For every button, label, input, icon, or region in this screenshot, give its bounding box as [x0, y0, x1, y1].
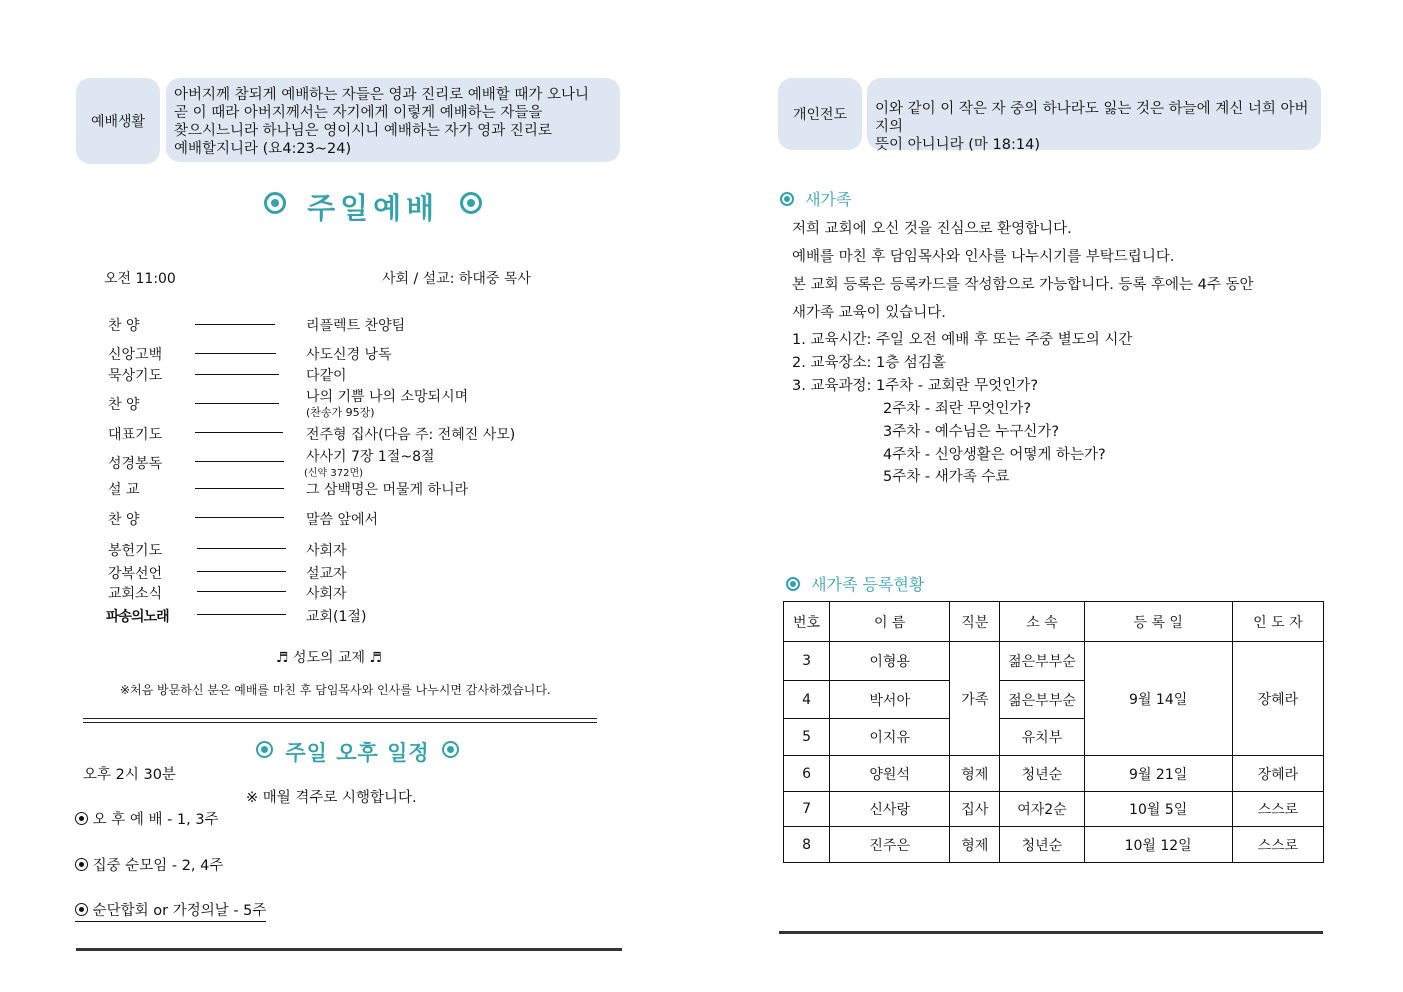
circle-bullet-icon: [780, 192, 794, 206]
newfamily-title: [780, 187, 851, 210]
table-cell: 9월 14일: [1084, 642, 1232, 756]
table-row: [784, 827, 1324, 863]
table-cell: 형제: [950, 756, 1000, 792]
afternoon-title: [256, 737, 459, 767]
registry-title: [786, 572, 924, 595]
table-cell: 신사랑: [830, 792, 950, 827]
table-cell: 10월 5일: [1084, 792, 1232, 827]
service-leader: 사회 / 설교: 하대중 목사: [382, 271, 531, 287]
order-content: 리플렉트 찬양팀: [306, 318, 406, 334]
evangelism-verse-box: [867, 78, 1321, 153]
table-cell: 6: [784, 756, 830, 792]
newfamily-title-text: 새가족: [805, 190, 852, 209]
registry-title-text: 새가족 등록현황: [811, 575, 925, 594]
table-cell: 유치부: [1000, 719, 1084, 756]
table-cell: 집사: [950, 792, 1000, 827]
visitor-note: ※처음 방문하신 분은 예배를 마친 후 담임목사와 인사를 나누시면 감사하겠습니다.: [120, 683, 551, 697]
table-header-cell: 직분: [950, 602, 1000, 642]
worship-verse-line: 예배할지니라 (요4:23~24): [174, 141, 352, 157]
worship-verse-line: 아버지께 참되게 예배하는 자들은 영과 진리로 예배할 때가 오나니: [174, 87, 590, 103]
order-divider: [197, 591, 286, 592]
table-cell: 진주은: [830, 827, 950, 863]
table-cell: 8: [784, 827, 830, 863]
circle-bullet-icon: [786, 577, 800, 591]
table-cell: 여자2순: [1000, 792, 1084, 827]
newfamily-line: 예배를 마친 후 담임목사와 인사를 나누시기를 부탁드립니다.: [792, 249, 1175, 265]
table-cell: 5: [784, 719, 830, 756]
table-cell: 10월 12일: [1084, 827, 1232, 863]
table-cell: 3: [784, 642, 830, 681]
evangelism-verse-line: 뜻이 아니니라 (마 18:14): [875, 137, 1040, 153]
order-divider: [195, 488, 284, 489]
order-item: 찬 양: [108, 318, 140, 334]
afternoon-time: 오후 2시 30분: [83, 767, 176, 783]
table-cell: 스스로: [1232, 827, 1323, 863]
order-divider: [197, 571, 286, 572]
table-row: [784, 792, 1324, 827]
sunday-service-title: [264, 186, 482, 227]
order-content: 그 삼백명은 머물게 하니라: [306, 482, 469, 498]
order-content: 말씀 앞에서: [306, 512, 379, 528]
order-item: 대표기도: [108, 427, 163, 443]
order-content: 사회자: [306, 586, 347, 602]
order-divider: [197, 614, 286, 615]
table-cell: 청년순: [1000, 756, 1084, 792]
table-row: [784, 642, 1324, 681]
order-item: 강복선언: [108, 566, 163, 582]
order-divider: [195, 403, 279, 404]
afternoon-title-text: 주일 오후 일정: [285, 741, 430, 765]
afternoon-item: [75, 854, 223, 875]
order-item: 찬 양: [108, 397, 140, 413]
order-item: 설 교: [108, 482, 140, 498]
order-divider: [195, 353, 276, 354]
table-row: [784, 756, 1324, 792]
table-header-cell: 등 록 일: [1084, 602, 1232, 642]
page-bottom-rule: [76, 948, 622, 951]
order-content: 교회(1절): [306, 609, 367, 625]
table-cell: 이형용: [830, 642, 950, 681]
order-item: 파송의노래: [106, 609, 169, 625]
order-divider: [195, 374, 279, 375]
newfamily-line: 본 교회 등록은 등록카드를 작성함으로 가능합니다. 등록 후에는 4주 동안: [792, 277, 1254, 293]
circle-bullet-icon: [75, 812, 88, 825]
newfamily-line: 저희 교회에 오신 것을 진심으로 환영합니다.: [792, 221, 1072, 237]
section-divider: [83, 718, 597, 723]
order-item: 봉헌기도: [108, 543, 163, 559]
afternoon-item: [75, 899, 266, 922]
order-divider: [195, 517, 284, 518]
table-cell: 9월 21일: [1084, 756, 1232, 792]
fellowship-text: ♬ 성도의 교제 ♬: [276, 650, 383, 666]
table-header-cell: 인 도 자: [1232, 602, 1323, 642]
order-content: 사도신경 낭독: [306, 347, 392, 363]
course-line: 4주차 - 신앙생활은 어떻게 하는가?: [883, 447, 1106, 463]
order-item: 교회소식: [108, 586, 163, 602]
newfamily-line: 새가족 교육이 있습니다.: [792, 305, 946, 321]
order-item: 묵상기도: [108, 368, 163, 384]
table-cell: 가족: [950, 642, 1000, 756]
education-line: 1. 교육시간: 주일 오전 예배 후 또는 주중 별도의 시간: [792, 332, 1133, 348]
table-cell: 스스로: [1232, 792, 1323, 827]
worship-verse-box: [166, 78, 620, 162]
table-cell: 장혜라: [1232, 756, 1323, 792]
table-cell: 박서아: [830, 681, 950, 719]
registry-table: [783, 601, 1324, 863]
afternoon-item-text: 집중 순모임 - 2, 4주: [92, 858, 224, 874]
evangelism-tag: 개인전도: [778, 78, 862, 150]
table-header-cell: 이 름: [830, 602, 950, 642]
table-cell: 양원석: [830, 756, 950, 792]
table-header-row: [784, 602, 1324, 642]
evangelism-verse-line: 이와 같이 이 작은 자 중의 하나라도 잃는 것은 하늘에 계신 너희 아버지의: [875, 101, 1309, 135]
order-note: (신약 372면): [304, 468, 364, 479]
table-header-cell: 번호: [784, 602, 830, 642]
order-content: 나의 기쁨 나의 소망되시며: [306, 389, 469, 405]
order-content: 사사기 7장 1절~8절: [306, 449, 435, 465]
worship-verse-line: 찾으시느니라 하나님은 영이시니 예배하는 자가 영과 진리로: [174, 123, 552, 139]
order-note: (찬송가 95장): [306, 406, 375, 419]
order-divider: [195, 324, 275, 325]
order-divider: [195, 432, 283, 433]
table-cell: 청년순: [1000, 827, 1084, 863]
worship-verse-line: 곧 이 때라 아버지께서는 자기에게 이렇게 예배하는 자들을: [174, 105, 543, 121]
page-bottom-rule: [779, 931, 1323, 934]
table-cell: 장혜라: [1232, 642, 1323, 756]
education-line: 3. 교육과정: 1주차 - 교회란 무엇인가?: [792, 378, 1039, 394]
sunday-service-title-text: 주일예배: [307, 191, 440, 225]
table-cell: 형제: [950, 827, 1000, 863]
order-item: 성경봉독: [108, 456, 163, 472]
table-cell: 이지유: [830, 719, 950, 756]
table-cell: 젊은부부순: [1000, 681, 1084, 719]
circle-bullet-icon: [256, 741, 273, 758]
course-line: 3주차 - 예수님은 누구신가?: [883, 424, 1060, 440]
order-content: 전주형 집사(다음 주: 전혜진 사모): [306, 427, 516, 443]
order-content: 다같이: [306, 368, 347, 384]
order-item: 찬 양: [108, 512, 140, 528]
order-content: 사회자: [306, 543, 347, 559]
table-header-cell: 소 속: [1000, 602, 1084, 642]
circle-bullet-icon: [460, 192, 482, 214]
order-content: 설교자: [306, 566, 347, 582]
service-time: 오전 11:00: [104, 271, 176, 287]
table-cell: 7: [784, 792, 830, 827]
circle-bullet-icon: [442, 741, 459, 758]
course-line: 5주차 - 새가족 수료: [883, 469, 1010, 485]
order-divider: [197, 548, 286, 549]
afternoon-item: [75, 808, 219, 829]
worship-tag: 예배생활: [76, 78, 160, 164]
circle-bullet-icon: [75, 903, 88, 916]
education-line: 2. 교육장소: 1층 섬김홀: [792, 355, 946, 371]
order-divider: [195, 461, 284, 462]
circle-bullet-icon: [75, 858, 88, 871]
course-line: 2주차 - 죄란 무엇인가?: [883, 401, 1032, 417]
table-cell: 4: [784, 681, 830, 719]
circle-bullet-icon: [264, 192, 286, 214]
afternoon-item-text: 순단합회 or 가정의날 - 5주: [92, 903, 267, 919]
afternoon-item-text: 오 후 예 배 - 1, 3주: [92, 812, 219, 828]
afternoon-note: ※ 매월 격주로 시행합니다.: [246, 790, 417, 806]
table-cell: 젊은부부순: [1000, 642, 1084, 681]
order-item: 신앙고백: [108, 347, 163, 363]
